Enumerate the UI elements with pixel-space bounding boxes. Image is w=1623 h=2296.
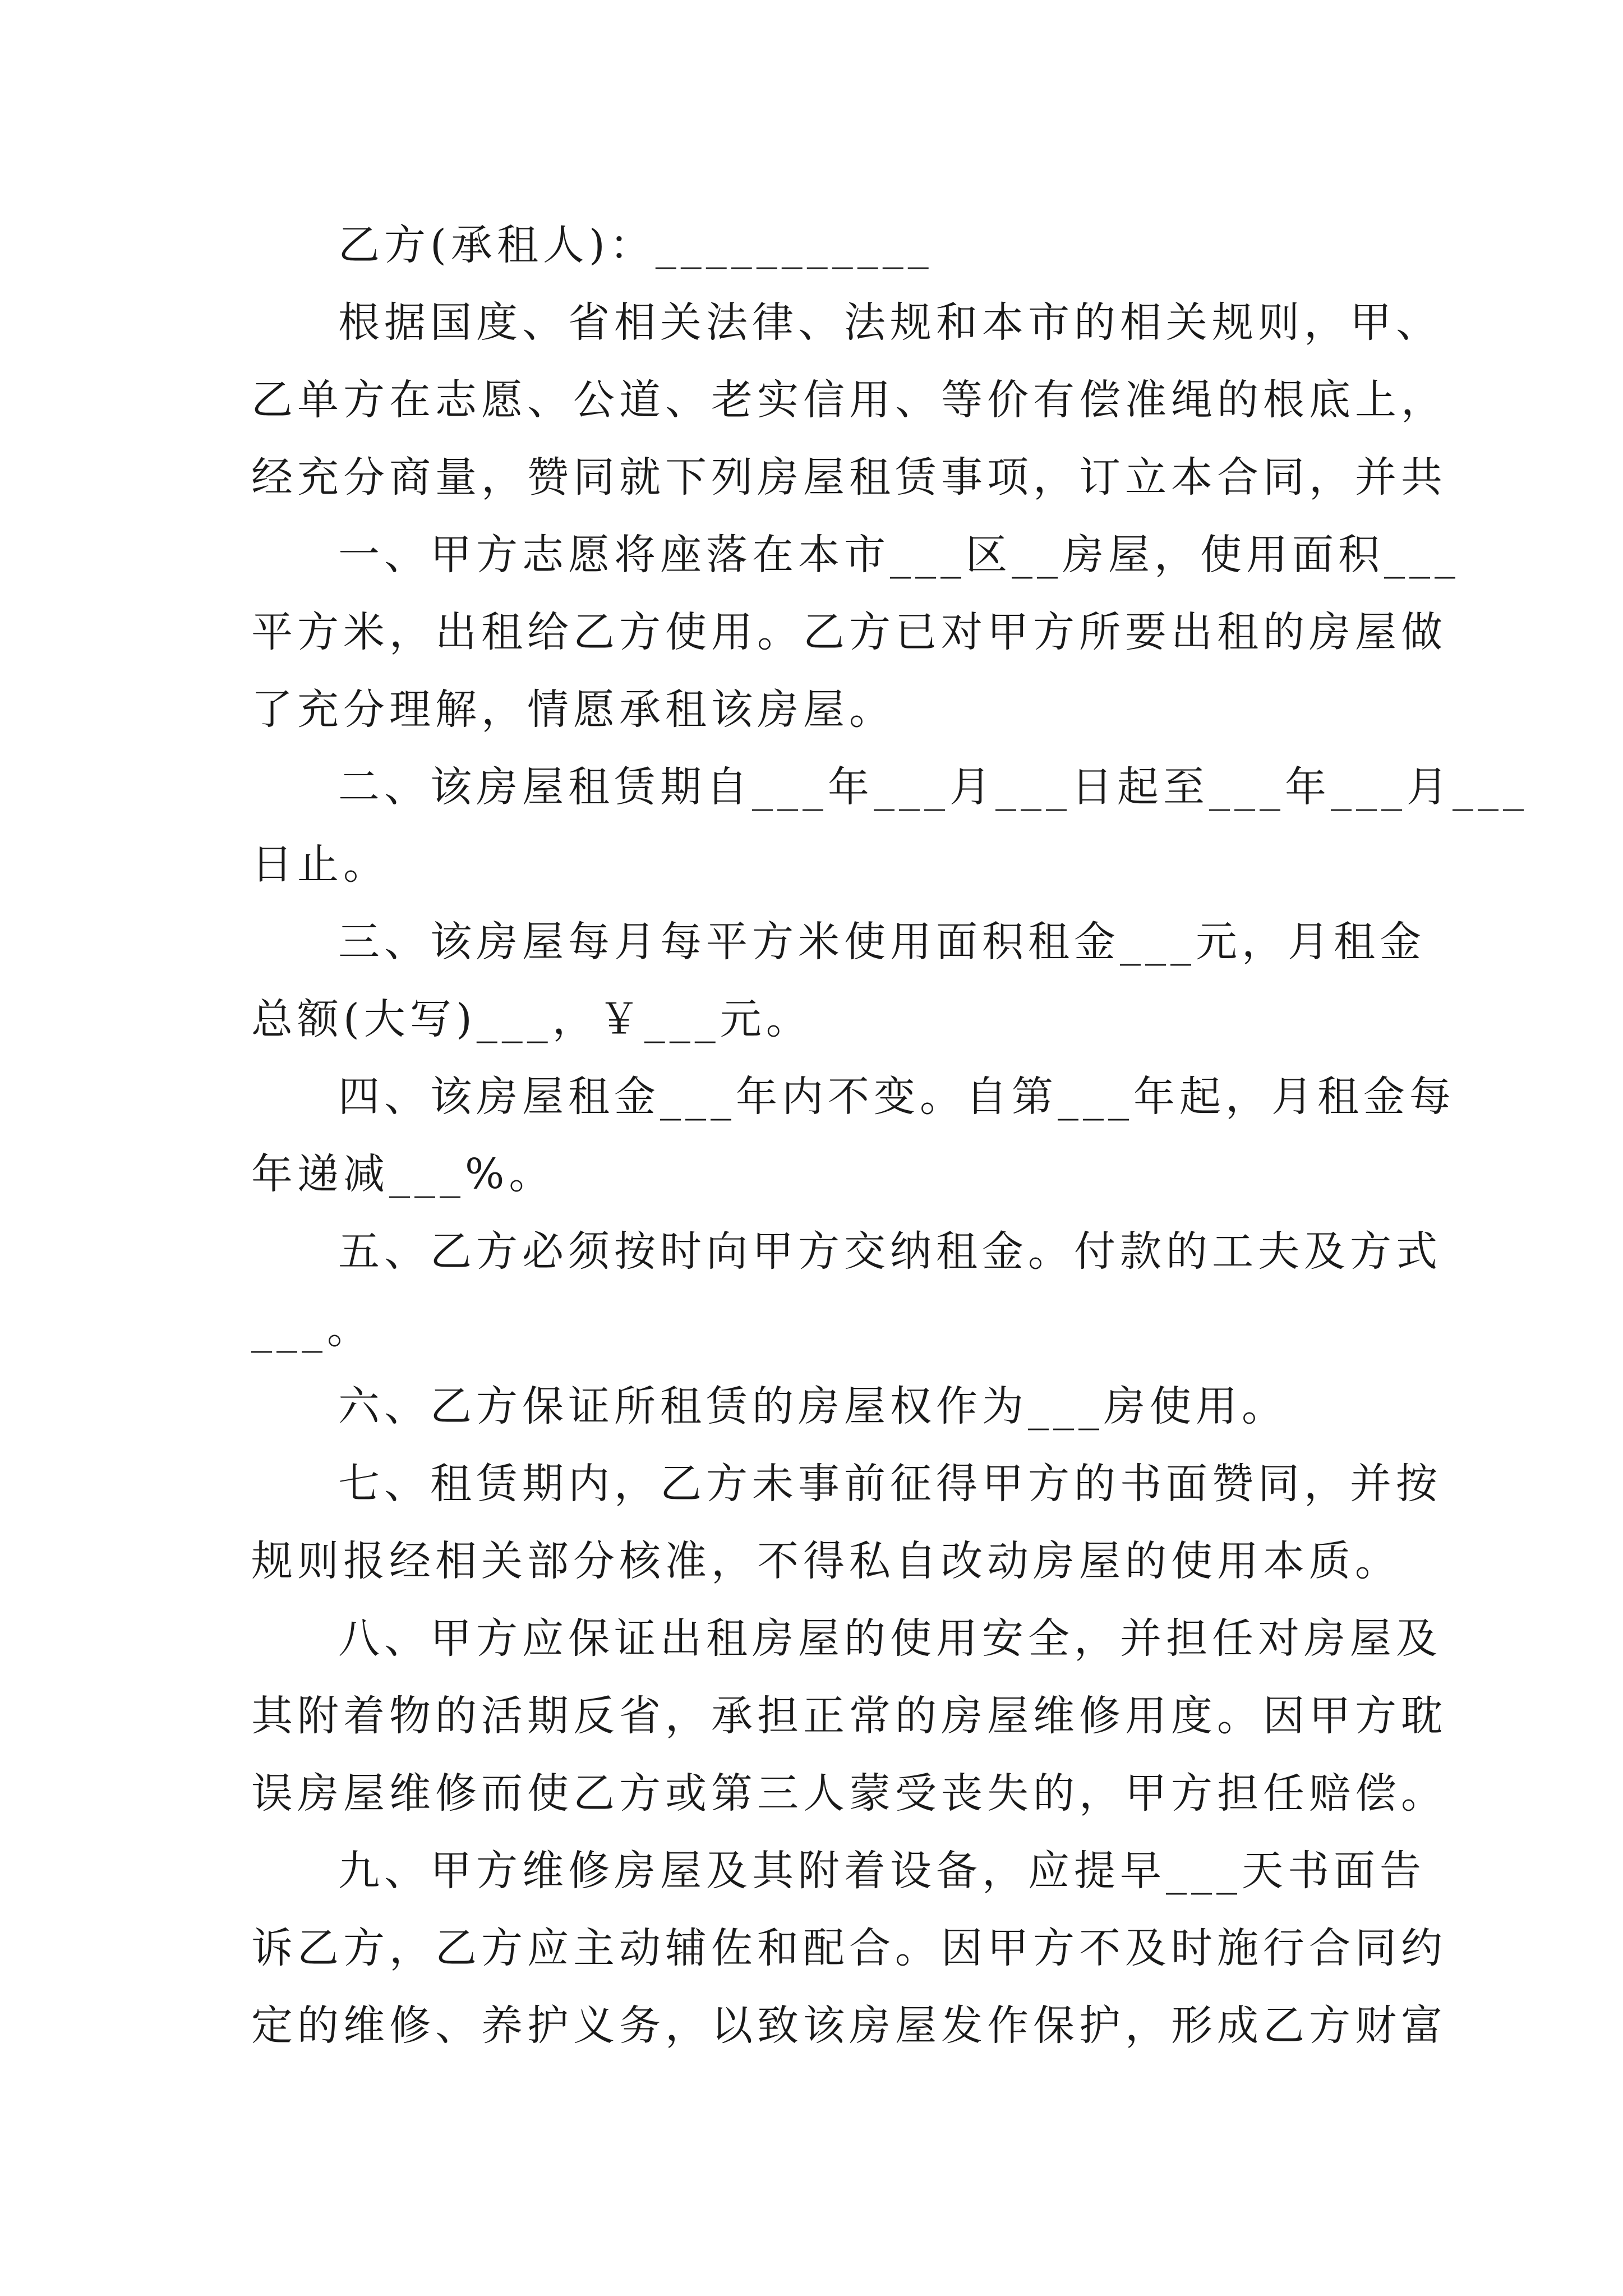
text-line: 八、甲方应保证出租房屋的使用安全，并担任对房屋及 [338, 1614, 1442, 1663]
text-line: 九、甲方维修房屋及其附着设备，应提早___天书面告 [338, 1847, 1426, 1895]
text-line: 一、甲方志愿将座落在本市___区__房屋，使用面积___ [338, 531, 1460, 579]
text-line: 乙方(承租人)：___________ [338, 221, 933, 269]
text-line: 二、该房屋租赁期自___年___月___日起至___年___月___ [338, 763, 1528, 811]
text-line: 日止。 [251, 840, 389, 889]
text-line: 六、乙方保证所租赁的房屋权作为___房使用。 [338, 1382, 1288, 1430]
text-line: 误房屋维修而使乙方或第三人蒙受丧失的，甲方担任赔偿。 [251, 1769, 1447, 1818]
text-line: 年递减___%。 [251, 1150, 555, 1198]
text-line: 乙单方在志愿、公道、老实信用、等价有偿准绳的根底上， [251, 376, 1447, 424]
text-line: 经充分商量，赞同就下列房屋租赁事项，订立本合同，并共 [251, 453, 1447, 501]
text-line: 规则报经相关部分核准，不得私自改动房屋的使用本质。 [251, 1537, 1401, 1585]
text-line: 四、该房屋租金___年内不变。自第___年起，月租金每 [338, 1073, 1455, 1121]
text-line: 七、租赁期内，乙方未事前征得甲方的书面赞同，并按 [338, 1460, 1442, 1508]
text-line: 其附着物的活期反省，承担正常的房屋维修用度。因甲方耽 [251, 1692, 1447, 1740]
text-line: 诉乙方，乙方应主动辅佐和配合。因甲方不及时施行合同约 [251, 1924, 1447, 1972]
text-line: 五、乙方必须按时向甲方交纳租金。付款的工夫及方式 [338, 1227, 1442, 1276]
text-line: 总额(大写)___，￥___元。 [251, 995, 812, 1043]
text-line: 定的维修、养护义务，以致该房屋发作保护，形成乙方财富 [251, 2001, 1447, 2050]
text-line: 三、该房屋每月每平方米使用面积租金___元，月租金 [338, 918, 1426, 966]
text-line: 了充分理解，情愿承租该房屋。 [251, 685, 895, 734]
contract-text [251, 206, 1528, 2064]
text-line: 根据国度、省相关法律、法规和本市的相关规则，甲、 [338, 298, 1442, 347]
text-line: ___。 [251, 1305, 373, 1353]
text-line: 平方米，出租给乙方使用。乙方已对甲方所要出租的房屋做 [251, 608, 1447, 656]
